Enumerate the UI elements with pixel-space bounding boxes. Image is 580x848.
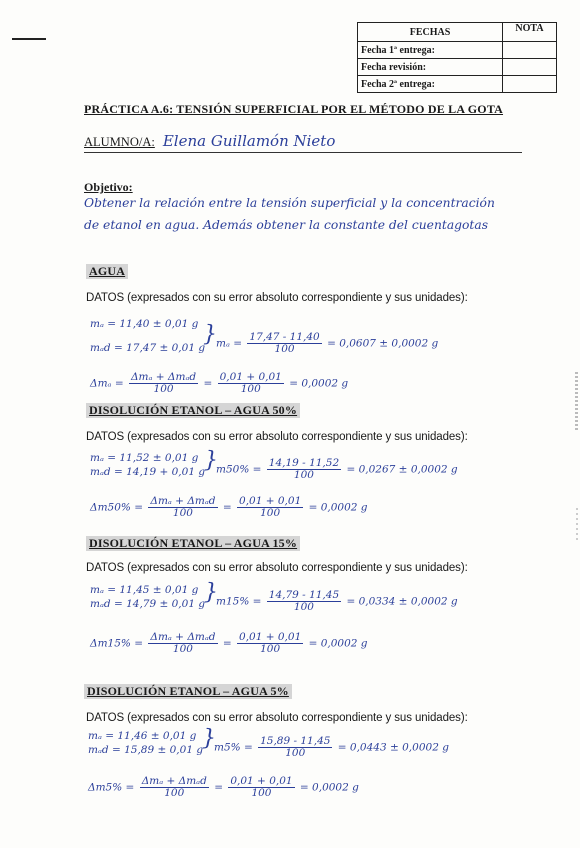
error-fraction1-5 (140, 776, 209, 799)
error-5: Δm5% = $\frac{\text{Δmₐ + Δmₐd}}{100}$ = $\frac{0,01 + 0,01}{100}$ = 0,0002 g (88, 775, 359, 799)
error-label-15: Δm15% = (90, 637, 144, 650)
section-title-50: DISOLUCIÓN ETANOL – AGUA 50% (86, 403, 300, 418)
error-den1-agua: 100 (153, 383, 174, 395)
section-title-5: DISOLUCIÓN ETANOL – AGUA 5% (84, 684, 292, 699)
error-den1-5: 100 (164, 787, 185, 799)
result-label-5: m5% = (214, 741, 253, 754)
result-15 (216, 590, 458, 613)
result-value-15: = 0,0334 ± 0,0002 g (346, 595, 458, 608)
result-den-5: 100 (285, 747, 306, 759)
error-value-15: = 0,0002 g (308, 637, 368, 650)
result-den-50: 100 (293, 469, 314, 481)
error-num2-agua: 0,01 + 0,01 (219, 371, 282, 383)
mass-full-agua: mₐd = 17,47 ± 0,01 g (90, 342, 206, 354)
result-label-50: m50% = (216, 463, 262, 476)
error-num2-50: 0,01 + 0,01 (239, 495, 302, 507)
objective-line-2: de etanol en agua. Además obtener la constante del cuentagotas (84, 218, 489, 232)
error-fraction1-50 (148, 496, 217, 519)
brace-agua: } (203, 322, 217, 347)
practice-title: PRÁCTICA A.6: TENSIÓN SUPERFICIAL POR EL MÉTODO DE LA GOTA (84, 102, 504, 116)
error-value-agua: = 0,0002 g (289, 377, 349, 390)
error-label-agua: Δmₐ = (90, 377, 124, 390)
result-value-50: = 0,0267 ± 0,0002 g (346, 463, 458, 476)
error-num2-15: 0,01 + 0,01 (239, 631, 302, 643)
fecha-row-1: Fecha 1ª entrega: (358, 42, 503, 59)
error-num1-15: Δmₐ + Δmₐd (150, 631, 216, 643)
mass-full-5: mₐd = 15,89 ± 0,01 g (88, 744, 204, 756)
result-value-5: = 0,0443 ± 0,0002 g (337, 741, 449, 754)
section-title-agua: AGUA (86, 264, 128, 279)
error-value-50: = 0,0002 g (308, 501, 368, 514)
datos-label-15: DATOS (expresados con su error absoluto correspondiente y sus unidades): (86, 562, 468, 574)
objective-label: Objetivo: (84, 180, 133, 194)
mass-empty-agua: mₐ = 11,40 ± 0,01 g (90, 318, 199, 330)
error-50: Δm50% = $\frac{\text{Δmₐ + Δmₐd}}{100}$ = $\frac{0,01 + 0,01}{100}$ = 0,0002 g (90, 495, 368, 519)
brace-5: } (202, 726, 216, 751)
error-den2-50: 100 (260, 507, 281, 519)
objective-line-1: Obtener la relación entre la tensión superficial y la concentración (84, 196, 495, 210)
brace-50: } (204, 448, 218, 473)
result-fraction-5 (258, 736, 332, 759)
fecha-row-2: Fecha revisión: (358, 59, 503, 76)
mass-empty-5: mₐ = 11,46 ± 0,01 g (88, 730, 197, 742)
error-den2-15: 100 (260, 643, 281, 655)
error-label-5: Δm5% = (88, 781, 135, 794)
student-label: ALUMNO/A: (84, 135, 155, 149)
result-value-agua: = 0,0607 ± 0,0002 g (327, 337, 439, 350)
result-num-agua: 17,47 - 11,40 (249, 331, 320, 343)
scan-artifact-2 (576, 508, 578, 542)
error-fraction1-agua (129, 372, 198, 395)
result-den-15: 100 (293, 601, 314, 613)
result-num-50: 14,19 - 11,52 (268, 457, 340, 469)
student-name: Elena Guillamón Nieto (162, 132, 336, 150)
result-num-5: 15,89 - 11,45 (260, 735, 331, 747)
result-label-15: m15% = (216, 595, 262, 608)
error-den2-5: 100 (251, 787, 272, 799)
result-fraction-50 (267, 458, 341, 481)
datos-label-50: DATOS (expresados con su error absoluto correspondiente y sus unidades): (86, 431, 468, 443)
error-fraction2-15 (237, 632, 303, 655)
result-50 (216, 458, 458, 481)
error-fraction1-15 (148, 632, 217, 655)
section-title-15: DISOLUCIÓN ETANOL – AGUA 15% (86, 536, 300, 551)
error-label-50: Δm50% = (90, 501, 144, 514)
result-fraction-agua (247, 332, 321, 355)
error-num1-50: Δmₐ + Δmₐd (150, 495, 216, 507)
error-fraction2-agua (218, 372, 284, 395)
dates-grade-table (357, 22, 557, 93)
error-15: Δm15% = $\frac{\text{Δmₐ + Δmₐd}}{100}$ = $\frac{0,01 + 0,01}{100}$ = 0,0002 g (90, 631, 368, 655)
mass-full-15: mₐd = 14,79 ± 0,01 g (90, 598, 206, 610)
error-num2-5: 0,01 + 0,01 (230, 775, 293, 787)
error-value-5: = 0,0002 g (299, 781, 359, 794)
error-num1-agua: Δmₐ + Δmₐd (130, 371, 197, 383)
result-agua (216, 332, 438, 355)
fechas-header: FECHAS (358, 23, 503, 42)
error-fraction2-5 (228, 776, 294, 799)
scan-artifact-1 (575, 372, 578, 432)
brace-15: } (204, 580, 218, 605)
result-label-agua: mₐ = (216, 337, 243, 350)
error-fraction2-50 (237, 496, 303, 519)
error-den1-50: 100 (172, 507, 193, 519)
error-den2-agua: 100 (240, 383, 261, 395)
error-den1-15: 100 (172, 643, 193, 655)
error-num1-5: Δmₐ + Δmₐd (141, 775, 207, 787)
result-fraction-15 (267, 590, 341, 613)
mass-empty-50: mₐ = 11,52 ± 0,01 g (90, 452, 199, 464)
student-row (84, 132, 522, 153)
nota-cell-3 (503, 76, 557, 93)
nota-cell-1 (503, 42, 557, 59)
datos-label-5: DATOS (expresados con su error absoluto correspondiente y sus unidades): (86, 712, 468, 724)
result-num-15: 14,79 - 11,45 (268, 589, 340, 601)
nota-cell-2 (503, 59, 557, 76)
mass-full-50: mₐd = 14,19 + 0,01 g (90, 466, 206, 478)
mass-empty-15: mₐ = 11,45 ± 0,01 g (90, 584, 199, 596)
result-5 (214, 736, 449, 759)
margin-mark (12, 38, 46, 40)
nota-header: NOTA (503, 23, 557, 42)
datos-label-agua: DATOS (expresados con su error absoluto correspondiente y sus unidades): (86, 292, 468, 304)
error-agua: Δmₐ = $\frac{\text{Δmₐ + Δmₐd}}{100}$ = $\frac{0,01 + 0,01}{100}$ = 0,0002 g (90, 371, 349, 395)
result-den-agua: 100 (274, 343, 295, 355)
fecha-row-3: Fecha 2ª entrega: (358, 76, 503, 93)
